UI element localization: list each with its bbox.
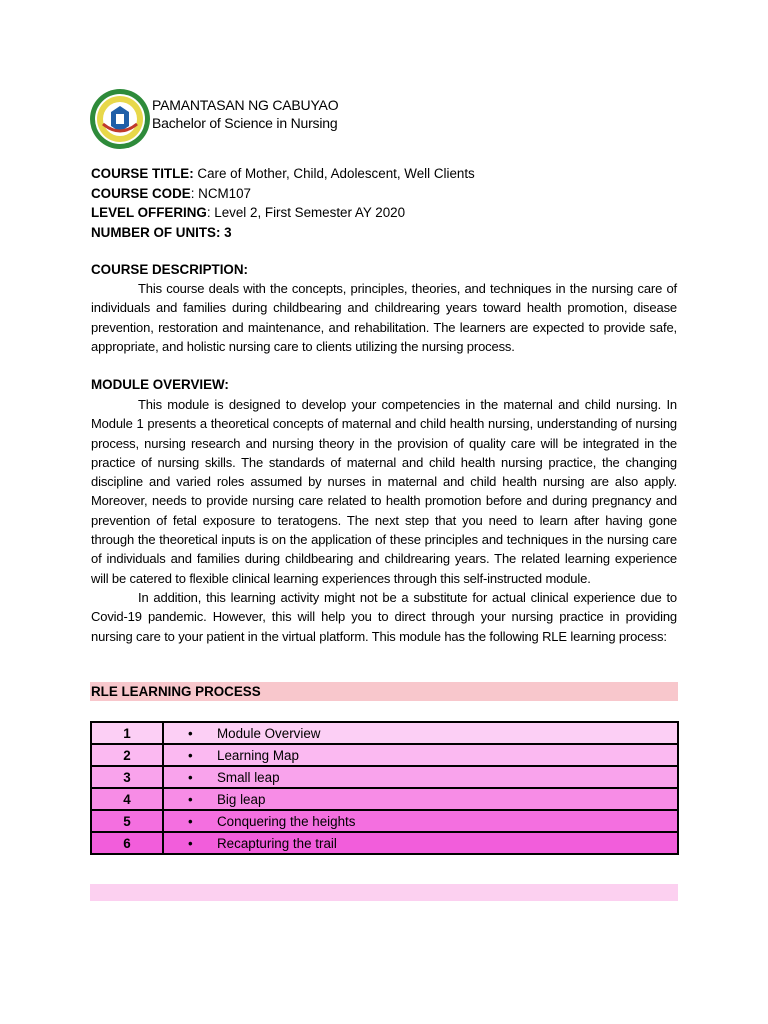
course-info xyxy=(91,164,475,242)
rle-step-label: Recapturing the trail xyxy=(217,835,337,851)
rle-step-number: 3 xyxy=(91,766,163,788)
rle-table-row xyxy=(91,722,678,744)
course-description-text xyxy=(91,279,677,356)
module-overview-heading: MODULE OVERVIEW: xyxy=(91,377,229,392)
bottom-color-bar xyxy=(90,884,678,901)
rle-heading-bar xyxy=(90,682,678,701)
rle-step-label: Learning Map xyxy=(217,747,299,763)
rle-step-item xyxy=(163,722,678,744)
level-offering-value: : Level 2, First Semester AY 2020 xyxy=(206,205,406,221)
level-offering-label: LEVEL OFFERING xyxy=(91,205,207,221)
units-label: NUMBER OF UNITS: 3 xyxy=(91,224,232,240)
rle-step-number: 5 xyxy=(91,810,163,832)
rle-step-item xyxy=(163,744,678,766)
rle-step-label: Module Overview xyxy=(217,725,321,741)
rle-step-item xyxy=(163,788,678,810)
rle-step-item xyxy=(163,766,678,788)
rle-table-row xyxy=(91,810,678,832)
bullet-icon: • xyxy=(188,835,193,851)
rle-table-row xyxy=(91,766,678,788)
university-seal-icon xyxy=(89,88,151,150)
program-name: Bachelor of Science in Nursing xyxy=(152,115,338,131)
course-code-value: : NCM107 xyxy=(190,185,251,201)
university-name: PAMANTASAN NG CABUYAO xyxy=(152,97,339,113)
bullet-icon: • xyxy=(188,747,193,763)
rle-step-number: 6 xyxy=(91,832,163,854)
rle-table-row xyxy=(91,788,678,810)
rle-step-number: 1 xyxy=(91,722,163,744)
rle-step-label: Conquering the heights xyxy=(217,813,356,829)
rle-step-label: Small leap xyxy=(217,769,280,785)
module-overview-text xyxy=(91,395,677,646)
module-overview-paragraph-2: In addition, this learning activity might not be a substitute for actual clinical experience due to Covid-19 pandemic. However, this will help you to direct through your nursing practice in providing nursing care to your patient in the virtual platform. This module has the following RLE learning process: xyxy=(91,589,677,644)
rle-table-row xyxy=(91,744,678,766)
bullet-icon: • xyxy=(188,791,193,807)
bullet-icon: • xyxy=(188,769,193,785)
course-description-heading: COURSE DESCRIPTION: xyxy=(91,262,248,277)
rle-heading: RLE LEARNING PROCESS xyxy=(91,684,261,699)
rle-step-number: 2 xyxy=(91,744,163,766)
bullet-icon: • xyxy=(188,725,193,741)
university-header xyxy=(152,96,338,132)
course-description-paragraph: This course deals with the concepts, principles, theories, and techniques in the nursing care of individuals and families during childbearing and childrearing years toward health promotion, disease prevention, restoration and maintenance, and rehabilitation. The learners are expected to provide safe, appropriate, and holistic nursing care to clients utilizing the nursing process. xyxy=(91,281,677,354)
rle-step-item xyxy=(163,810,678,832)
course-title-label: COURSE TITLE: xyxy=(91,166,194,181)
module-overview-paragraph-1: This module is designed to develop your competencies in the maternal and child nursing. In Module 1 presents a theoretical concepts of maternal and child health nursing, understanding of nursing process, nursing research and nursing theory in the provision of quality care will be integrated in the practice of nursing skills. The standards of maternal and child health nursing practice, the changing discipline and varied roles assumed by nurses in maternal and child health nursing are also apply. Moreover, needs to provide nursing care related to health promotion before and during pregnancy and prevention of fetal exposure to teratogens. The next step that you need to learn after having gone through the theoretical inputs is on the application of these principles and techniques in the nursing care of individuals and families during childbearing and childrearing years. The related learning experience will be catered to flexible clinical learning experiences through this self-instructed module. xyxy=(91,397,677,586)
bullet-icon: • xyxy=(188,813,193,829)
rle-table-row xyxy=(91,832,678,854)
rle-step-item xyxy=(163,832,678,854)
rle-step-number: 4 xyxy=(91,788,163,810)
rle-step-label: Big leap xyxy=(217,791,266,807)
rle-process-table xyxy=(90,721,679,855)
course-code-label: COURSE CODE xyxy=(91,185,191,201)
course-title-value: Care of Mother, Child, Adolescent, Well Clients xyxy=(193,166,475,181)
